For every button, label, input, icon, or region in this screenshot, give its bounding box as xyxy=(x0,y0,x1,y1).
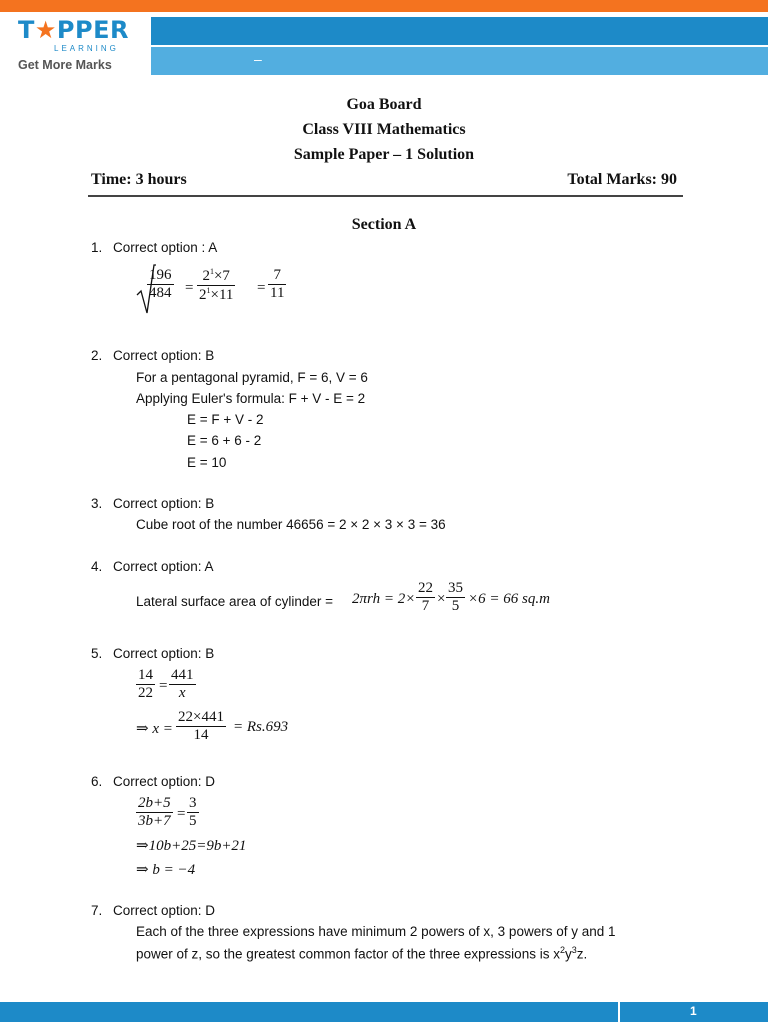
q3-number: 3. xyxy=(91,496,103,511)
board-title: Goa Board xyxy=(346,96,422,113)
q1-number: 1. xyxy=(91,240,103,255)
header-rule xyxy=(88,195,683,197)
q2-line-2: Applying Euler's formula: F + V - E = 2 xyxy=(136,391,366,406)
q6-answer: Correct option: D xyxy=(113,774,216,789)
q4-formula-pre: 2πrh = 2× xyxy=(352,591,416,607)
header-bar-top xyxy=(151,17,768,45)
q6-number: 6. xyxy=(91,774,103,789)
q1-equals-1: = xyxy=(185,280,194,296)
q5-implies: ⇒ x = xyxy=(136,721,173,737)
q6-line-2: ⇒10b+25=9b+21 xyxy=(136,838,247,854)
q5-equals: = xyxy=(159,678,168,694)
q7-answer: Correct option: D xyxy=(113,903,216,918)
q4-frac-35-5: $\frac{35}{5}$ xyxy=(448,580,463,614)
q3-answer: Correct option: B xyxy=(113,496,215,511)
q4-formula-post: ×6 = 66 sq.m xyxy=(468,591,550,607)
q1-frac-result: $\frac{7}{11}$ xyxy=(270,267,285,301)
q3-line: Cube root of the number 46656 = 2 × 2 × 3 × 3 = 36 xyxy=(136,517,446,532)
header-bar-bottom xyxy=(151,47,768,75)
q2-number: 2. xyxy=(91,348,103,363)
paper-title: Sample Paper – 1 Solution xyxy=(293,146,475,163)
q7-line-1: Each of the three expressions have minimum 2 powers of x, 3 powers of y and 1 xyxy=(136,924,616,939)
q2-line-4: E = 6 + 6 - 2 xyxy=(187,433,262,448)
header-dash: – xyxy=(254,51,262,67)
q4-answer: Correct option: A xyxy=(113,559,214,574)
q6-equals: = xyxy=(177,806,186,822)
q4-label: Lateral surface area of cylinder = xyxy=(136,594,333,609)
q5-frac-441-x: $\frac{441}{x}$ xyxy=(171,667,194,701)
footer-bar xyxy=(0,1002,768,1022)
q2-answer: Correct option: B xyxy=(113,348,215,363)
logo-subtitle: LEARNING xyxy=(54,44,119,53)
q6-frac-left: $\frac{2b+5}{3b+7}$ xyxy=(138,795,171,829)
section-title: Section A xyxy=(351,216,417,233)
q1-frac-cancel: $\frac{2^1\times 7}{2^1\times 11}$ xyxy=(199,267,234,303)
q2-line-1: For a pentagonal pyramid, F = 6, V = 6 xyxy=(136,370,368,385)
logo-wordmark: T★PPER xyxy=(18,16,129,44)
q2-line-5: E = 10 xyxy=(187,455,227,470)
q1-frac-radicand: $\frac{196}{484}$ xyxy=(149,267,172,301)
q5-answer: Correct option: B xyxy=(113,646,215,661)
logo-tagline: Get More Marks xyxy=(18,58,112,72)
q4-number: 4. xyxy=(91,559,103,574)
q5-number: 5. xyxy=(91,646,103,661)
q4-times: × xyxy=(437,591,446,607)
topper-logo xyxy=(18,16,128,76)
class-title: Class VIII Mathematics xyxy=(302,121,466,138)
q5-frac-result: $\frac{22\times 441}{14}$ xyxy=(178,709,224,743)
q7-number: 7. xyxy=(91,903,103,918)
q1-equals-2: = xyxy=(257,280,266,296)
q6-frac-3-5: $\frac{3}{5}$ xyxy=(189,795,197,829)
footer-separator xyxy=(618,1002,620,1022)
q7-line-2: power of z, so the greatest common factor of the three expressions is $x^2y^3z$. xyxy=(136,945,588,962)
q4-frac-22-7: $\frac{22}{7}$ xyxy=(418,580,433,614)
q2-line-3: E = F + V - 2 xyxy=(187,412,264,427)
q5-frac-14-22: $\frac{14}{22}$ xyxy=(138,667,153,701)
time-label: Time: 3 hours xyxy=(91,171,187,188)
total-marks-label: Total Marks: 90 xyxy=(567,171,677,188)
q6-line-3: ⇒ b = −4 xyxy=(136,862,196,878)
top-accent-stripe xyxy=(0,0,768,12)
page-number: 1 xyxy=(690,1004,697,1018)
q1-answer: Correct option : A xyxy=(113,240,218,255)
q5-result: = Rs.693 xyxy=(233,719,289,735)
